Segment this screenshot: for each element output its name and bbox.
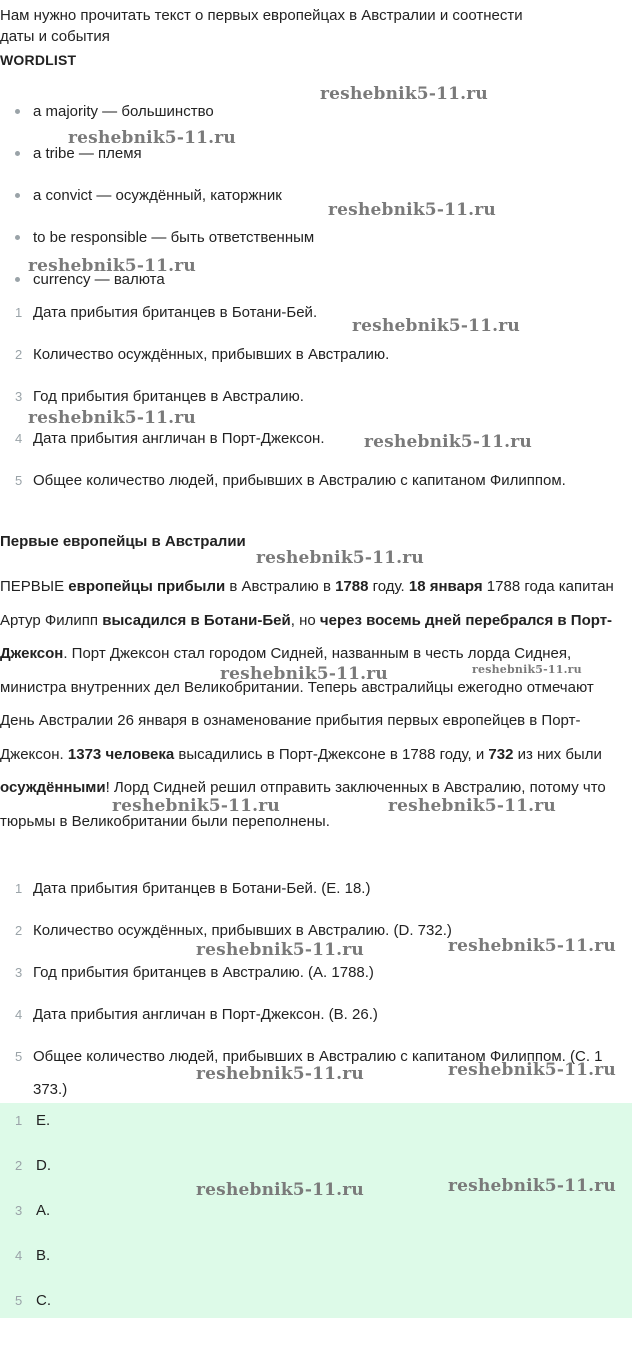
task-number: 2 [15, 923, 23, 938]
answer-text: E. [36, 1112, 51, 1129]
watermark: reshebnik5-11.ru [448, 1176, 616, 1196]
story-bold: 732 [488, 745, 514, 763]
watermark: reshebnik5-11.ru [448, 1060, 616, 1080]
bullet-icon [15, 277, 20, 282]
task-text: Количество осуждённых, прибывших в Австралию. (D. 732.) [33, 922, 452, 939]
story-bold: осуждёнными [0, 779, 106, 796]
answered-task-item [0, 872, 632, 914]
story-bold: 1373 человека [67, 745, 175, 763]
story-text: 1788 года капитан Артур Филипп [0, 578, 614, 629]
task-number: 1 [15, 881, 23, 896]
task-number: 2 [15, 347, 23, 362]
answer-item [0, 1103, 632, 1148]
answer-list [0, 1103, 632, 1328]
watermark: reshebnik5-11.ru [448, 936, 616, 956]
story-bold: 18 января [408, 578, 483, 595]
bullet-icon [15, 193, 20, 198]
answer-item [0, 1283, 632, 1328]
watermark: reshebnik5-11.ru [196, 1180, 364, 1200]
clipped-text-line [0, 28, 632, 46]
story-text: , но [290, 611, 320, 629]
story-text: ! Лорд Сидней решил отправить заключенных в Австралию, потому что тюрьмы в Великобритании были переполнены. [0, 779, 606, 830]
task-text: Дата прибытия британцев в Ботани-Бей. [33, 304, 318, 321]
task-number: 4 [15, 1007, 23, 1022]
answer-text: A. [36, 1202, 51, 1219]
task-text: Дата прибытия англичан в Порт-Джексон. (B. 26.) [33, 1006, 378, 1023]
watermark: reshebnik5-11.ru [328, 200, 496, 220]
task-text: Год прибытия британцев в Австралию. [33, 388, 304, 405]
task-text: Общее количество людей, прибывших в Австралию с капитаном Филиппом. [33, 472, 566, 489]
watermark: reshebnik5-11.ru [112, 796, 280, 816]
watermark: reshebnik5-11.ru [352, 316, 520, 336]
bullet-icon [15, 109, 20, 114]
wordlist-item-text: currency — валюта [33, 271, 165, 288]
wordlist-title: WORDLIST [0, 52, 77, 68]
watermark: reshebnik5-11.ru [388, 796, 556, 816]
task-number: 5 [15, 1049, 23, 1064]
task-number: 5 [15, 473, 23, 488]
task-text: Общее количество людей, прибывших в Австралию с капитаном Филиппом. (C. 1 373.) [33, 1048, 603, 1098]
task-list [0, 296, 632, 506]
answer-number: 1 [15, 1113, 23, 1128]
bullet-icon [15, 151, 20, 156]
watermark: reshebnik5-11.ru [28, 256, 196, 276]
task-text: Дата прибытия англичан в Порт-Джексон. [33, 430, 325, 447]
task-item [0, 464, 632, 506]
watermark: reshebnik5-11.ru [256, 548, 424, 568]
wordlist-item-text: a convict — осуждённый, каторжник [33, 187, 282, 204]
story-text: году. [368, 578, 409, 595]
task-text: Дата прибытия британцев в Ботани-Бей. (E. 18.) [33, 880, 371, 897]
bullet-icon [15, 235, 20, 240]
watermark: reshebnik5-11.ru [472, 663, 582, 676]
story-text: в Австралию в [225, 578, 336, 595]
wordlist-item-text: to be responsible — быть ответственным [33, 229, 315, 246]
task-number: 3 [15, 965, 23, 980]
wordlist-item [0, 218, 632, 260]
clipped-text: даты и события [0, 28, 110, 45]
watermark: reshebnik5-11.ru [68, 128, 236, 148]
story-text: из них были [513, 745, 602, 763]
story-text: ПЕРВЫЕ [0, 578, 69, 595]
wordlist-item-text: a tribe — племя [33, 145, 142, 162]
answer-text: C. [36, 1292, 51, 1309]
answered-task-item [0, 998, 632, 1040]
task-item [0, 422, 632, 464]
story-bold: европейцы прибыли [68, 578, 226, 595]
watermark: reshebnik5-11.ru [320, 84, 488, 104]
task-text: Количество осуждённых, прибывших в Австралию. [33, 346, 390, 363]
story-text: высадились в Порт-Джексоне в 1788 году, и [174, 745, 489, 763]
answer-text: D. [36, 1157, 51, 1174]
story-bold: через восемь дней перебрался в Порт-Джексон [0, 611, 613, 662]
task-item [0, 338, 632, 380]
task-item [0, 296, 632, 338]
wordlist-item-text: a majority — большинство [33, 103, 214, 120]
task-number: 3 [15, 389, 23, 404]
answer-item [0, 1238, 632, 1283]
answer-box [0, 1103, 632, 1318]
task-number: 4 [15, 431, 23, 446]
answered-task-item [0, 956, 632, 998]
section-title: Первые европейцы в Австралии [0, 533, 246, 550]
watermark: reshebnik5-11.ru [196, 940, 364, 960]
answer-number: 2 [15, 1158, 23, 1173]
story-text: . Порт Джексон стал городом Сидней, названным в честь лорда Сиднея, министра внутренних дел Великобритании. Теперь австралийцы ежегодно отмечают День Австралии 26 января в ознаменование прибытия первых европейцев в Порт-Джексон. [0, 645, 594, 763]
watermark: reshebnik5-11.ru [364, 432, 532, 452]
watermark: reshebnik5-11.ru [196, 1064, 364, 1084]
task-number: 1 [15, 305, 23, 320]
wordlist-item [0, 176, 632, 218]
story-bold: 1788 [335, 578, 369, 595]
answer-number: 5 [15, 1293, 23, 1308]
watermark: reshebnik5-11.ru [220, 664, 388, 684]
intro-text: Нам нужно прочитать текст о первых европейцах в Австралии и соотнести [0, 7, 523, 24]
answer-text: B. [36, 1247, 51, 1264]
story-bold: высадился в Ботани-Бей [102, 611, 291, 629]
task-text: Год прибытия британцев в Австралию. (A. 1788.) [33, 964, 374, 981]
answer-number: 3 [15, 1203, 23, 1218]
watermark: reshebnik5-11.ru [28, 408, 196, 428]
answer-number: 4 [15, 1248, 23, 1263]
